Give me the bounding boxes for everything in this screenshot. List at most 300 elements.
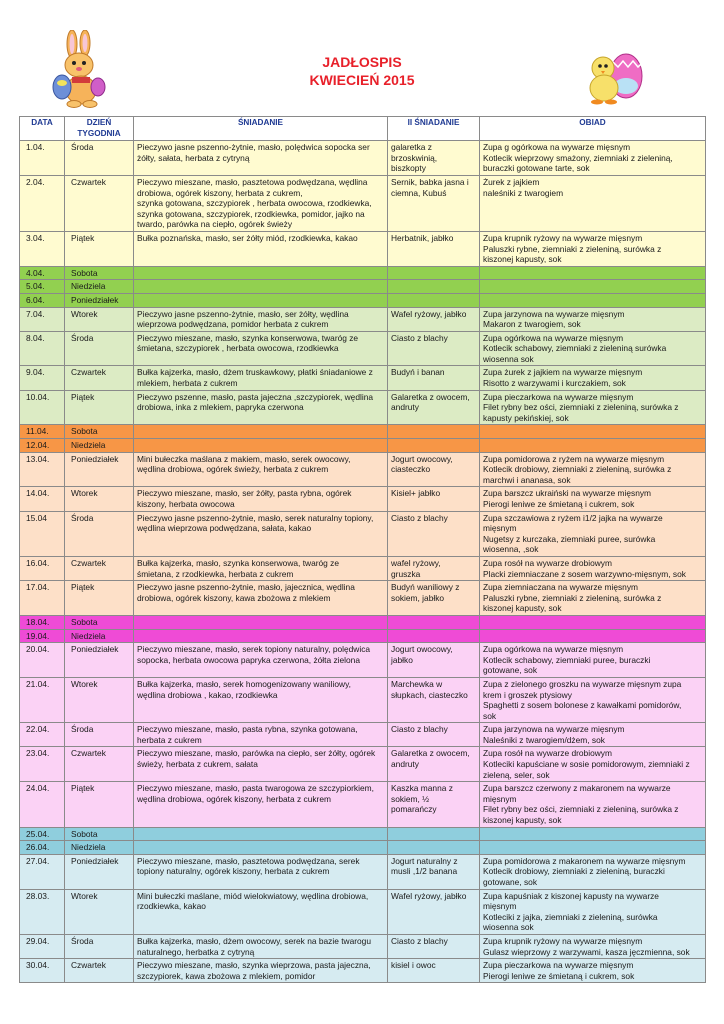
table-row — [20, 581, 706, 616]
cell-line: Żurek z jajkiem — [483, 176, 540, 187]
table-row — [20, 854, 706, 889]
lunch-cell — [480, 854, 706, 889]
menu-table-body — [20, 141, 706, 983]
cell-line: kisiel i owoc — [391, 960, 436, 971]
lunch-cell — [480, 439, 706, 453]
breakfast-cell — [134, 643, 388, 678]
second-breakfast-cell — [388, 280, 480, 294]
second-breakfast-cell — [388, 841, 480, 855]
lunch-cell — [480, 280, 706, 294]
breakfast-cell — [134, 723, 388, 747]
day-cell: Wtorek — [65, 677, 134, 722]
table-row — [20, 175, 706, 231]
date-cell: 7.04. — [20, 307, 65, 331]
second-breakfast-cell — [388, 934, 480, 958]
breakfast-cell — [134, 390, 388, 425]
cell-line: herbata z cukrem — [137, 734, 202, 745]
cell-line: Zupa pomidorowa z ryżem na wywarze mięsnym — [483, 453, 665, 464]
cell-line: Pierogi leniwe ze śmietaną i cukrem, sok — [483, 970, 635, 981]
cell-line: wędlina drobiowa, ogórek kiszony, herbata z cukrem — [137, 793, 331, 804]
cell-line: Kotleciki z jajka, ziemniaki z zieleniną, surówka — [483, 911, 658, 922]
lunch-cell — [480, 581, 706, 616]
date-cell: 15.04 — [20, 511, 65, 556]
lunch-cell — [480, 307, 706, 331]
cell-line: sokiem, jabłko — [391, 592, 445, 603]
header-data: DATA — [20, 117, 65, 141]
second-breakfast-cell — [388, 141, 480, 176]
breakfast-cell — [134, 782, 388, 827]
cell-line: Gulasz wieprzowy z warzywami, kasza jęczmienna, sok — [483, 946, 690, 957]
table-row — [20, 782, 706, 827]
lunch-cell — [480, 331, 706, 366]
cell-line: mięsnym — [483, 793, 517, 804]
cell-line: Zupa pieczarkowa na wywarze mięsnym — [483, 391, 634, 402]
date-cell: 2.04. — [20, 175, 65, 231]
second-breakfast-cell — [388, 723, 480, 747]
cell-line: ciemna, Kubuś — [391, 187, 447, 198]
cell-line: Kotleciki kapuściane w sosie pomidorowym, ziemniaki z — [483, 759, 690, 770]
table-row — [20, 934, 706, 958]
table-row — [20, 827, 706, 841]
lunch-cell — [480, 293, 706, 307]
date-cell: 17.04. — [20, 581, 65, 616]
cell-line: drobiowa, inka z mlekiem, papryka czerwona — [137, 402, 304, 413]
cell-line: Pieczywo mieszane, masło, szynka konserwowa, twaróg ze — [137, 332, 359, 343]
cell-line: rzodkiewka, kakao — [137, 901, 206, 912]
day-cell: Poniedziałek — [65, 643, 134, 678]
date-cell: 9.04. — [20, 366, 65, 390]
table-row — [20, 615, 706, 629]
cell-line: Wafel ryżowy, jabłko — [391, 308, 467, 319]
cell-line: Zupa pieczarkowa na wywarze mięsnym — [483, 960, 634, 971]
cell-line: mięsnym — [483, 901, 517, 912]
cell-line: Kisiel+ jabłko — [391, 488, 441, 499]
day-cell: Środa — [65, 511, 134, 556]
table-row — [20, 487, 706, 511]
cell-line: Jogurt owocowy, — [391, 453, 453, 464]
day-cell: Piątek — [65, 390, 134, 425]
date-cell: 23.04. — [20, 747, 65, 782]
day-cell: Czwartek — [65, 959, 134, 983]
breakfast-cell — [134, 747, 388, 782]
cell-line: Pieczywo mieszane, masło, pasztetowa podwędzana, wędlina — [137, 176, 368, 187]
date-cell: 22.04. — [20, 723, 65, 747]
breakfast-cell — [134, 266, 388, 280]
cell-line: wieprzowa podwędzana, pomidor herbata z cukrem — [137, 319, 329, 330]
second-breakfast-cell — [388, 629, 480, 643]
day-cell: Niedziela — [65, 841, 134, 855]
second-breakfast-cell — [388, 487, 480, 511]
header-lunch: OBIAD — [480, 117, 706, 141]
lunch-cell — [480, 841, 706, 855]
breakfast-cell — [134, 511, 388, 556]
cell-line: Naleśniki z twarogiem/dżem, sok — [483, 734, 605, 745]
cell-line: Pieczywo mieszane, masło, szynka wieprzowa, pasta jajeczna, — [137, 960, 371, 971]
lunch-cell — [480, 782, 706, 827]
cell-line: Budyń i banan — [391, 367, 445, 378]
cell-line: Zupa barszcz ukraiński na wywarze mięsnym — [483, 488, 652, 499]
second-breakfast-cell — [388, 307, 480, 331]
second-breakfast-cell — [388, 677, 480, 722]
cell-line: wędlina drobiowa, ogórek świeży, herbata z cukrem — [137, 464, 329, 475]
cell-line: Risotto z warzywami i kurczakiem, sok — [483, 378, 626, 389]
cell-line: śmietana, z rzodkiewka, herbata z cukrem — [137, 568, 294, 579]
cell-line: Jogurt owocowy, — [391, 644, 453, 655]
cell-line: Zupa ogórkowa na wywarze mięsnym — [483, 644, 624, 655]
day-cell: Piątek — [65, 581, 134, 616]
day-cell: Niedziela — [65, 629, 134, 643]
table-row — [20, 425, 706, 439]
breakfast-cell — [134, 366, 388, 390]
table-row — [20, 629, 706, 643]
cell-line: Wafel ryżowy, jabłko — [391, 890, 467, 901]
cell-line: Jogurt naturalny z — [391, 855, 458, 866]
cell-line: krem i groszek ptysiowy — [483, 689, 572, 700]
lunch-cell — [480, 643, 706, 678]
cell-line: mięsnym — [483, 523, 517, 534]
lunch-cell — [480, 959, 706, 983]
second-breakfast-cell — [388, 266, 480, 280]
second-breakfast-cell — [388, 643, 480, 678]
second-breakfast-cell — [388, 581, 480, 616]
cell-line: Zupa jarzynowa na wywarze mięsnym — [483, 724, 625, 735]
second-breakfast-cell — [388, 366, 480, 390]
breakfast-cell — [134, 175, 388, 231]
lunch-cell — [480, 889, 706, 934]
table-row — [20, 452, 706, 487]
day-cell: Poniedziałek — [65, 854, 134, 889]
cell-line: mlekiem, herbata z cukrem — [137, 378, 238, 389]
table-header-row — [20, 117, 706, 141]
cell-line: drobiowa, ogórek kiszony, kawa zbożowa z mlekiem — [137, 592, 331, 603]
cell-line: naturalnego, herbatka z cytryną — [137, 946, 255, 957]
day-cell: Sobota — [65, 425, 134, 439]
breakfast-cell — [134, 934, 388, 958]
cell-line: Pieczywo jasne pszenno-żytnie, masło, polędwica sopocka ser — [137, 142, 370, 153]
cell-line: Herbatnik, jabłko — [391, 232, 454, 243]
cell-line: buraczki gotowane tarte, sok — [483, 163, 590, 174]
lunch-cell — [480, 677, 706, 722]
table-row — [20, 266, 706, 280]
day-cell: Środa — [65, 141, 134, 176]
second-breakfast-cell — [388, 615, 480, 629]
breakfast-cell — [134, 889, 388, 934]
cell-line: Bułka kajzerka, masło, dżem truskawkowy, płatki śniadaniowe z — [137, 367, 373, 378]
cell-line: Zupa szczawiowa z ryżem i1/2 jajka na wywarze — [483, 512, 663, 523]
cell-line: Ciasto z blachy — [391, 512, 448, 523]
cell-line: Zupa pomidorowa z makaronem na wywarze mięsnym — [483, 855, 686, 866]
date-cell: 18.04. — [20, 615, 65, 629]
day-cell: Niedziela — [65, 280, 134, 294]
cell-line: Kaszka manna z — [391, 783, 453, 794]
second-breakfast-cell — [388, 175, 480, 231]
date-cell: 5.04. — [20, 280, 65, 294]
page-header — [0, 0, 724, 118]
table-row — [20, 556, 706, 580]
title-line-2: KWIECIEŃ 2015 — [309, 72, 415, 88]
lunch-cell — [480, 723, 706, 747]
second-breakfast-cell — [388, 452, 480, 487]
breakfast-cell — [134, 629, 388, 643]
day-cell: Wtorek — [65, 307, 134, 331]
second-breakfast-cell — [388, 959, 480, 983]
cell-line: Pieczywo mieszane, masło, parówka na ciepło, ser żółty, ogórek — [137, 748, 376, 759]
date-cell: 8.04. — [20, 331, 65, 366]
second-breakfast-cell — [388, 747, 480, 782]
cell-line: Filet rybny bez ości, ziemniaki z zieleniną, surówka z — [483, 402, 679, 413]
breakfast-cell — [134, 487, 388, 511]
cell-line: Pieczywo pszenne, masło, pasta jajeczna ,szczypiorek, wędlina — [137, 391, 374, 402]
lunch-cell — [480, 556, 706, 580]
date-cell: 28.03. — [20, 889, 65, 934]
cell-line: Pierogi leniwe ze śmietaną i cukrem, sok — [483, 499, 635, 509]
cell-line: sokiem, ½ — [391, 793, 430, 804]
cell-line: Pieczywo mieszane, masło, pasztetowa podwędzana, serek — [137, 855, 360, 866]
table-row — [20, 841, 706, 855]
table-row — [20, 643, 706, 678]
day-cell: Wtorek — [65, 889, 134, 934]
table-row — [20, 959, 706, 983]
cell-line: śmietana, szczypiorek , herbata owocowa, rzodkiewka — [137, 343, 339, 354]
breakfast-cell — [134, 677, 388, 722]
cell-line: jabłko — [391, 654, 413, 665]
day-cell: Poniedziałek — [65, 293, 134, 307]
cell-line: Paluszki rybne, ziemniaki z zieleniną, surówka z — [483, 243, 662, 254]
date-cell: 21.04. — [20, 677, 65, 722]
date-cell: 6.04. — [20, 293, 65, 307]
cell-line: kiszonej kapusty, sok — [483, 815, 562, 826]
cell-line: Pieczywo jasne pszenno-żytnie, masło, ser żółty, wędlina — [137, 308, 349, 319]
cell-line: kiszony, herbata owocowa — [137, 499, 235, 509]
cell-line: andruty — [391, 402, 419, 413]
date-cell: 29.04. — [20, 934, 65, 958]
menu-table — [19, 116, 706, 983]
cell-line: Zupa rosół na wywarze drobiowym — [483, 557, 612, 568]
breakfast-cell — [134, 581, 388, 616]
cell-line: sok — [483, 710, 497, 721]
day-cell: Niedziela — [65, 439, 134, 453]
cell-line: Zupa rosół na wywarze drobiowym — [483, 748, 612, 759]
lunch-cell — [480, 390, 706, 425]
second-breakfast-cell — [388, 556, 480, 580]
lunch-cell — [480, 934, 706, 958]
day-cell: Czwartek — [65, 747, 134, 782]
cell-line: naleśniki z twarogiem — [483, 187, 564, 198]
cell-line: Bułka kajzerka, masło, szynka konserwowa, twaróg ze — [137, 557, 340, 568]
cell-line: Pieczywo jasne pszenno-żytnie, masło, serek naturalny topiony, — [137, 512, 374, 523]
day-cell: Wtorek — [65, 487, 134, 511]
cell-line: drobiowa, ogórek kiszony, herbata z cukrem, — [137, 187, 303, 198]
cell-line: Mini bułeczki maślane, miód wielokwiatowy, wędlina drobiowa, — [137, 890, 369, 901]
table-row — [20, 141, 706, 176]
second-breakfast-cell — [388, 439, 480, 453]
second-breakfast-cell — [388, 293, 480, 307]
date-cell: 3.04. — [20, 231, 65, 266]
cell-line: ciasteczko — [391, 464, 431, 475]
cell-line: słupkach, ciasteczko — [391, 689, 468, 700]
cell-line: Kotlecik drobiowy, ziemniaki z zieleniną, buraczki — [483, 866, 665, 877]
cell-line: Zupa krupnik ryżowy na wywarze mięsnym — [483, 232, 643, 243]
cell-line: Bułka kajzerka, masło, serek homogenizowany waniliowy, — [137, 678, 351, 689]
lunch-cell — [480, 629, 706, 643]
cell-line: Paluszki rybne, ziemniaki z zieleniną, surówka z — [483, 592, 662, 603]
cell-line: Placki ziemniaczane z sosem warzywno-mięsnym, sok — [483, 568, 686, 579]
cell-line: brzoskwinią, — [391, 152, 438, 163]
cell-line: Kotlecik schabowy, ziemniaki puree, buraczki — [483, 654, 651, 665]
breakfast-cell — [134, 827, 388, 841]
lunch-cell — [480, 175, 706, 231]
lunch-cell — [480, 487, 706, 511]
cell-line: zieleną, seler, sok — [483, 769, 550, 780]
cell-line: szynka gotowana, szczypiorek , herbata owocowa, rzodkiewka, — [137, 198, 372, 209]
cell-line: Zupa krupnik ryżowy na wywarze mięsnym — [483, 935, 643, 946]
header-second-breakfast: II ŚNIADANIE — [388, 117, 480, 141]
table-row — [20, 280, 706, 294]
breakfast-cell — [134, 425, 388, 439]
cell-line: Budyń waniliowy z — [391, 582, 460, 593]
cell-line: gotowane, sok — [483, 877, 538, 887]
table-row — [20, 889, 706, 934]
cell-line: marchwi i ananasa, sok — [483, 474, 571, 485]
cell-line: andruty — [391, 759, 419, 770]
second-breakfast-cell — [388, 854, 480, 889]
cell-line: Galaretka z owocem, — [391, 748, 470, 759]
second-breakfast-cell — [388, 827, 480, 841]
date-cell: 19.04. — [20, 629, 65, 643]
cell-line: wafel ryżowy, — [391, 557, 441, 568]
cell-line: sopocka, herbata owocowa papryka czerwona, żółta zielona — [137, 654, 360, 665]
table-row — [20, 231, 706, 266]
lunch-cell — [480, 747, 706, 782]
second-breakfast-cell — [388, 782, 480, 827]
title-line-1: JADŁOSPIS — [322, 54, 402, 70]
cell-line: Zupa g ogórkowa na wywarze mięsnym — [483, 142, 631, 153]
lunch-cell — [480, 425, 706, 439]
cell-line: Kotlecik wieprzowy smażony, ziemniaki z zieleniną, — [483, 152, 673, 163]
lunch-cell — [480, 231, 706, 266]
easter-chick-egg-icon — [583, 44, 647, 106]
second-breakfast-cell — [388, 390, 480, 425]
cell-line: Zupa barszcz czerwony z makaronem na wywarze — [483, 783, 671, 794]
table-row — [20, 439, 706, 453]
lunch-cell — [480, 615, 706, 629]
second-breakfast-cell — [388, 231, 480, 266]
date-cell: 1.04. — [20, 141, 65, 176]
table-row — [20, 366, 706, 390]
lunch-cell — [480, 141, 706, 176]
date-cell: 30.04. — [20, 959, 65, 983]
cell-line: Sernik, babka jasna i — [391, 176, 469, 187]
table-row — [20, 307, 706, 331]
cell-line: Zupa kapuśniak z kiszonej kapusty na wywarze — [483, 890, 659, 901]
cell-line: gruszka — [391, 568, 421, 579]
date-cell: 20.04. — [20, 643, 65, 678]
table-row — [20, 511, 706, 556]
cell-line: Spaghetti z sosem bolonese z kawałkami pomidorów, — [483, 700, 682, 711]
cell-line: twardo, parówka na ciepło, ogórek świeży — [137, 219, 293, 230]
day-cell: Czwartek — [65, 175, 134, 231]
cell-line: kapusty pekińskiej, sok — [483, 412, 569, 423]
breakfast-cell — [134, 280, 388, 294]
lunch-cell — [480, 266, 706, 280]
day-cell: Czwartek — [65, 366, 134, 390]
cell-line: Filet rybny bez ości, ziemniaki z zieleniną, surówka z — [483, 804, 679, 815]
date-cell: 11.04. — [20, 425, 65, 439]
breakfast-cell — [134, 556, 388, 580]
day-cell: Środa — [65, 331, 134, 366]
date-cell: 16.04. — [20, 556, 65, 580]
breakfast-cell — [134, 615, 388, 629]
breakfast-cell — [134, 959, 388, 983]
day-cell: Piątek — [65, 231, 134, 266]
cell-line: Ciasto z blachy — [391, 332, 448, 343]
table-row — [20, 331, 706, 366]
table-row — [20, 677, 706, 722]
second-breakfast-cell — [388, 511, 480, 556]
header-day: DZIEŃ TYGODNIA — [65, 117, 134, 141]
day-cell: Czwartek — [65, 556, 134, 580]
day-cell: Poniedziałek — [65, 452, 134, 487]
lunch-cell — [480, 827, 706, 841]
cell-line: Kotlecik drobiowy, ziemniaki z zieleniną, surówka z — [483, 464, 672, 475]
cell-line: Bułka poznańska, masło, ser żółty miód, rzodkiewka, kakao — [137, 232, 358, 243]
cell-line: Pieczywo mieszane, masło, serek topiony naturalny, polędwica — [137, 644, 371, 655]
cell-line: Zupa ogórkowa na wywarze mięsnym — [483, 332, 624, 343]
day-cell: Sobota — [65, 615, 134, 629]
lunch-cell — [480, 511, 706, 556]
cell-line: musli ,1/2 banana — [391, 866, 458, 877]
table-row — [20, 390, 706, 425]
table-row — [20, 747, 706, 782]
cell-line: Pieczywo jasne pszenno-żytnie, masło, jajecznica, wędlina — [137, 582, 355, 593]
cell-line: pomarańczy — [391, 804, 437, 815]
date-cell: 4.04. — [20, 266, 65, 280]
breakfast-cell — [134, 307, 388, 331]
breakfast-cell — [134, 452, 388, 487]
cell-line: kiszonej kapusty, sok — [483, 603, 562, 614]
cell-line: Pieczywo mieszane, masło, pasta rybna, szynka gotowana, — [137, 724, 358, 735]
lunch-cell — [480, 366, 706, 390]
day-cell: Sobota — [65, 827, 134, 841]
cell-line: wiosenna sok — [483, 353, 534, 364]
table-row — [20, 293, 706, 307]
second-breakfast-cell — [388, 425, 480, 439]
cell-line: szynka gotowana, szczypiorek, rzodkiewka, pomidor, jajko na — [137, 208, 365, 219]
cell-line: świeży, herbata z cukrem, sałata — [137, 759, 258, 770]
date-cell: 10.04. — [20, 390, 65, 425]
cell-line: Ciasto z blachy — [391, 935, 448, 946]
date-cell: 24.04. — [20, 782, 65, 827]
date-cell: 25.04. — [20, 827, 65, 841]
breakfast-cell — [134, 854, 388, 889]
date-cell: 13.04. — [20, 452, 65, 487]
date-cell: 26.04. — [20, 841, 65, 855]
header-breakfast: ŚNIADANIE — [134, 117, 388, 141]
cell-line: Pieczywo mieszane, masło, pasta twarogowa ze szczypiorkiem, — [137, 783, 374, 794]
cell-line: Marchewka w — [391, 678, 443, 689]
cell-line: galaretka z — [391, 142, 432, 153]
cell-line: Ciasto z blachy — [391, 724, 448, 735]
cell-line: wędlina wieprzowa podwędzana, sałata, kakao — [137, 523, 312, 534]
second-breakfast-cell — [388, 331, 480, 366]
breakfast-cell — [134, 439, 388, 453]
cell-line: Zupa żurek z jajkiem na wywarze mięsnym — [483, 367, 643, 378]
breakfast-cell — [134, 841, 388, 855]
date-cell: 27.04. — [20, 854, 65, 889]
cell-line: Bułka kajzerka, masło, dżem owocowy, serek na bazie twarogu — [137, 935, 371, 946]
second-breakfast-cell — [388, 889, 480, 934]
table-row — [20, 723, 706, 747]
